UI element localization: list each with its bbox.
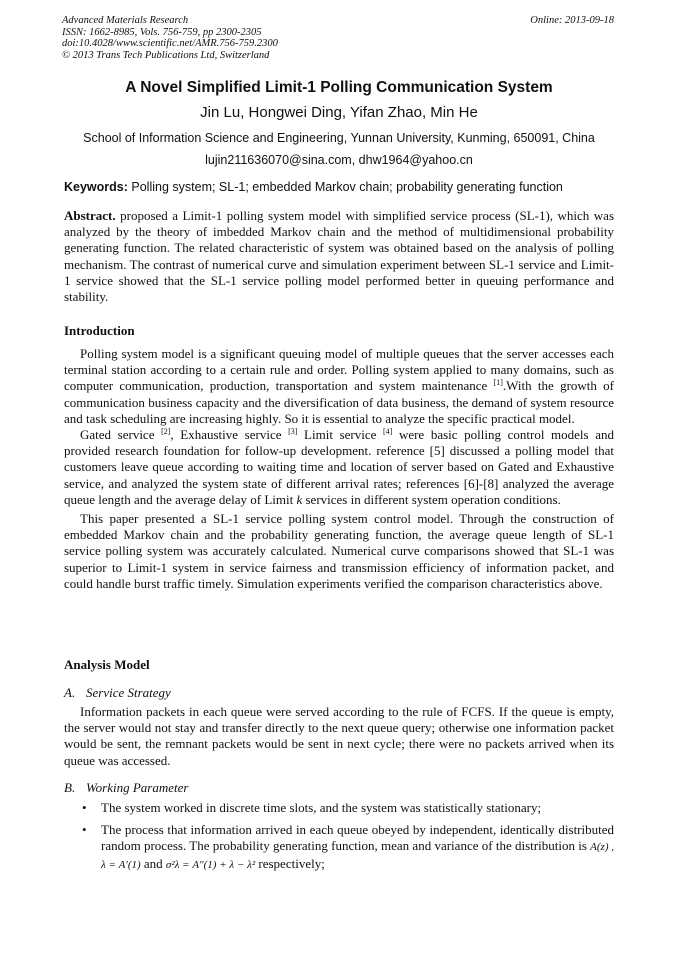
issn-line: ISSN: 1662-8985, Vols. 756-759, pp 2300-2305: [62, 26, 262, 38]
author-list: Jin Lu, Hongwei Ding, Yifan Zhao, Min He: [200, 104, 478, 121]
doi-line: doi:10.4028/www.scientific.net/AMR.756-759.2300: [62, 38, 278, 49]
limit-k-variable: k: [296, 491, 303, 507]
paper-title: A Novel Simplified Limit-1 Polling Communication System: [125, 79, 553, 96]
list-item: [64, 822, 614, 873]
keywords: [64, 180, 616, 194]
intro-p2-text-e: services in different system operation conditions.: [302, 491, 561, 507]
section-b-title: Working Parameter: [86, 780, 189, 795]
bullet-text-1: The system worked in discrete time slots, and the system was statistically stationary;: [101, 800, 542, 815]
journal-name: Advanced Materials Research: [62, 15, 189, 26]
section-a-title: Service Strategy: [86, 685, 171, 700]
intro-p1-text-a: Polling system model is a significant queuing model of multiple queues that the server accesses each terminal station according to a certain rule and order. Polling system applied to many domains, such as computer communication, production, transportation and system maintenance: [64, 346, 614, 394]
section-b-label: B.: [64, 780, 76, 795]
intro-p1-text-b: .With the growth of communication business capacity and the diversification of data business, the demand of system resource and task scheduling are increasing highly. So it is essential to analyze the specific practical model.: [64, 378, 615, 426]
bullet-icon: •: [82, 822, 87, 838]
citation-3: [3]: [288, 427, 298, 437]
section-a-paragraph: Information packets in each queue were served according to the rule of FCFS. If the queue is empty, the server would not stay and transfer directly to the next queue query; otherwise one information packet would be sent, the remnant packets would be sent in next cycle; there were no packets arrived when its queue was accessed.: [64, 704, 614, 768]
keywords-text: Polling system; SL-1; embedded Markov chain; probability generating function: [131, 180, 563, 194]
author-emails: lujin211636070@sina.com, dhw1964@yahoo.cn: [205, 153, 473, 167]
parameter-list: [64, 800, 614, 879]
intro-paragraph-1: [64, 346, 614, 427]
intro-p2-text-c: Limit service: [297, 427, 383, 443]
journal-header: [62, 15, 278, 61]
affiliation: School of Information Science and Engineering, Yunnan University, Kunming, 650091, China: [83, 131, 595, 145]
abstract-label: Abstract.: [64, 208, 116, 223]
online-date: Online: 2013-09-18: [530, 15, 614, 26]
math-variance: σ²λ = A″(1) + λ − λ²: [165, 858, 256, 871]
section-a-body: [64, 704, 614, 769]
analysis-heading: Analysis Model: [64, 657, 150, 672]
intro-p2-text-a: Gated service: [80, 427, 162, 443]
citation-1: [1]: [493, 378, 503, 388]
section-a-heading: [64, 685, 171, 701]
intro-p2-text-d: were basic polling control models and provided research foundation for follow-up development. reference [5] discussed a polling model that customers leave queue according to waiting time and location of server based on Gated and Exhaustive service, and analyzed the system state of different arrival rates; references [6]-[8] analyzed the average queue length and the average delay of Limit: [64, 427, 614, 507]
abstract-text: proposed a Limit-1 polling system model with simplified service process (SL-1), which was analyzed by the theory of imbedded Markov chain and the method of multidimensional probability generating function. The related characteristic of system was obtained based on the analysis of polling mechanism. The contrast of numerical curve and simulation experiment between SL-1 service and Limit-1 service showed that the SL-1 service polling model performed better in queuing performance and stability.: [64, 208, 615, 305]
bullet-text-2: [101, 822, 614, 873]
section-b-heading: [64, 780, 188, 796]
bullet2-and: and: [140, 855, 166, 871]
intro-paragraph-2: [64, 427, 614, 508]
citation-2: [2]: [161, 427, 171, 437]
intro-p2-text-b: , Exhaustive service: [170, 427, 289, 443]
list-item: [64, 800, 614, 816]
bullet2-text-b: respectively;: [255, 855, 325, 871]
copyright-line: © 2013 Trans Tech Publications Ltd, Switzerland: [62, 49, 270, 61]
bullet2-text-a: The process that information arrived in each queue obeyed by independent, identically distributed random process. The probability generating function, mean and variance of the distribution is: [101, 822, 614, 854]
math-arrival-pgf: A(z) , λ = A′(1): [101, 841, 614, 871]
keywords-label: Keywords:: [64, 180, 128, 194]
bullet-icon: •: [82, 800, 87, 815]
introduction-body: [64, 346, 614, 592]
introduction-heading: Introduction: [64, 323, 135, 338]
intro-paragraph-3: This paper presented a SL-1 service polling system control model. Through the construction of embedded Markov chain and the probability generating function, the average queue length of SL-1 service polling system was accurately calculated. Numerical curve comparisons showed that SL-1 was superior to Limit-1 system in service fairness and transmission efficiency of information packet, and could handle burst traffic timely. Simulation experiments verified the comparison characteristics above.: [64, 511, 614, 591]
section-a-label: A.: [64, 685, 76, 700]
abstract: [64, 208, 614, 305]
citation-4: [4]: [383, 427, 393, 437]
